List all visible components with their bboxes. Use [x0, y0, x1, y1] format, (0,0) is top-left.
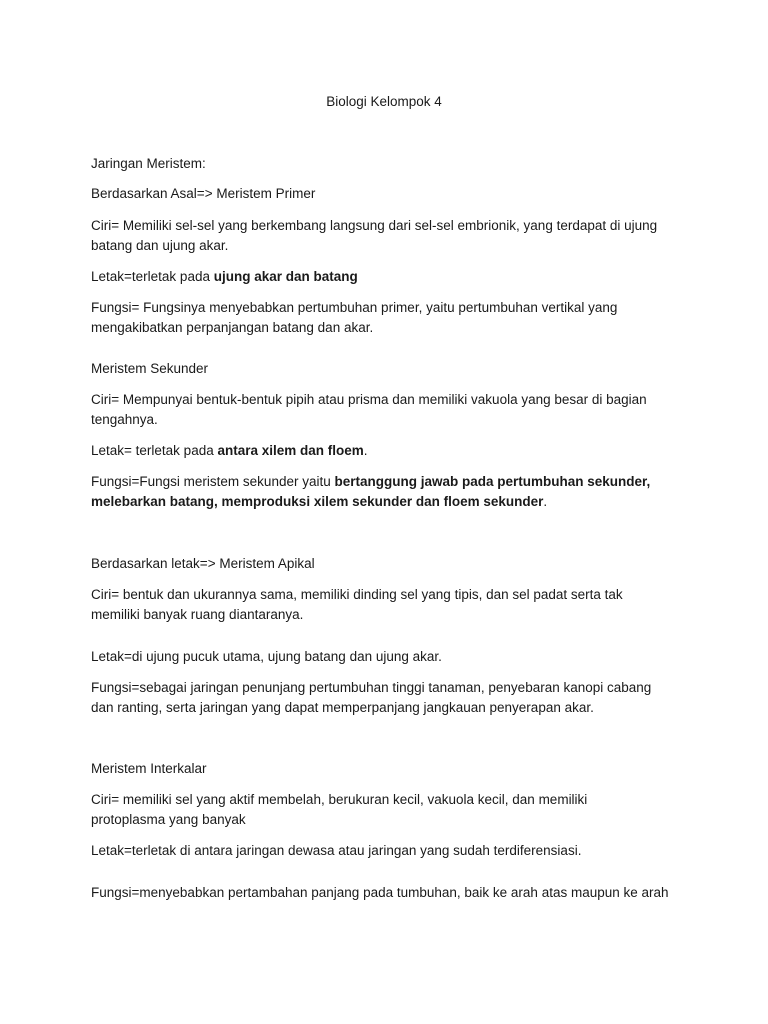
letak-bold-text: antara xilem dan floem: [217, 443, 364, 458]
letak-text: Letak= terletak pada: [91, 443, 218, 458]
meristem-sekunder-label: Meristem Sekunder: [91, 361, 209, 376]
fungsi-bold-text: bertanggung jawab pada pertumbuhan sekunder,: [334, 474, 651, 489]
meristem-interkalar-label: Meristem Interkalar: [91, 761, 207, 776]
meristem-interkalar-letak: Letak=terletak di antara jaringan dewasa atau jaringan yang sudah terdiferensiasi.: [91, 843, 582, 858]
fungsi-text: Fungsi=Fungsi meristem sekunder yaitu: [91, 474, 335, 489]
meristem-sekunder-fungsi-line2: [91, 492, 691, 512]
meristem-apikal-fungsi-line2: dan ranting, serta jaringan yang dapat memperpanjang jangkauan penyerapan akar.: [91, 700, 594, 715]
letak-bold-text: ujung akar dan batang: [213, 269, 358, 284]
fungsi-bold-text: melebarkan batang, memproduksi xilem sekunder dan floem sekunder: [91, 494, 544, 509]
meristem-interkalar-ciri-line1: Ciri= memiliki sel yang aktif membelah, berukuran kecil, vakuola kecil, dan memiliki: [91, 792, 588, 807]
meristem-apikal-ciri-line1: Ciri= bentuk dan ukurannya sama, memiliki dinding sel yang tipis, dan sel padat serta tak: [91, 587, 623, 602]
meristem-interkalar-fungsi-line1: Fungsi=menyebabkan pertambahan panjang pada tumbuhan, baik ke arah atas maupun ke arah: [91, 885, 669, 900]
letak-text: Letak=terletak pada: [91, 269, 214, 284]
document-title: Biologi Kelompok 4: [326, 94, 442, 109]
meristem-apikal-letak: Letak=di ujung pucuk utama, ujung batang dan ujung akar.: [91, 649, 442, 664]
meristem-apikal-ciri-line2: memiliki banyak ruang diantaranya.: [91, 607, 304, 622]
meristem-sekunder-fungsi-line1: [91, 472, 691, 492]
meristem-primer-fungsi-line2: mengakibatkan perpanjangan batang dan akar.: [91, 320, 374, 335]
meristem-primer-ciri-line2: batang dan ujung akar.: [91, 238, 229, 253]
meristem-primer-label: Berdasarkan Asal=> Meristem Primer: [91, 186, 316, 201]
meristem-apikal-label: Berdasarkan letak=> Meristem Apikal: [91, 556, 315, 571]
letak-suffix: .: [363, 443, 368, 458]
meristem-sekunder-ciri-line2: tengahnya.: [91, 412, 158, 427]
meristem-interkalar-ciri-line2: protoplasma yang banyak: [91, 812, 246, 827]
meristem-primer-ciri-line1: Ciri= Memiliki sel-sel yang berkembang langsung dari sel-sel embrionik, yang terdapat di ujung: [91, 218, 658, 233]
meristem-sekunder-ciri-line1: Ciri= Mempunyai bentuk-bentuk pipih atau prisma dan memiliki vakuola yang besar di bagian: [91, 392, 647, 407]
meristem-primer-fungsi-line1: Fungsi= Fungsinya menyebabkan pertumbuhan primer, yaitu pertumbuhan vertikal yang: [91, 300, 618, 315]
meristem-sekunder-letak: [91, 441, 691, 461]
meristem-primer-letak: [91, 267, 691, 287]
fungsi-suffix: .: [543, 494, 548, 509]
section-heading: Jaringan Meristem:: [91, 156, 206, 171]
meristem-apikal-fungsi-line1: Fungsi=sebagai jaringan penunjang pertumbuhan tinggi tanaman, penyebaran kanopi cabang: [91, 680, 652, 695]
